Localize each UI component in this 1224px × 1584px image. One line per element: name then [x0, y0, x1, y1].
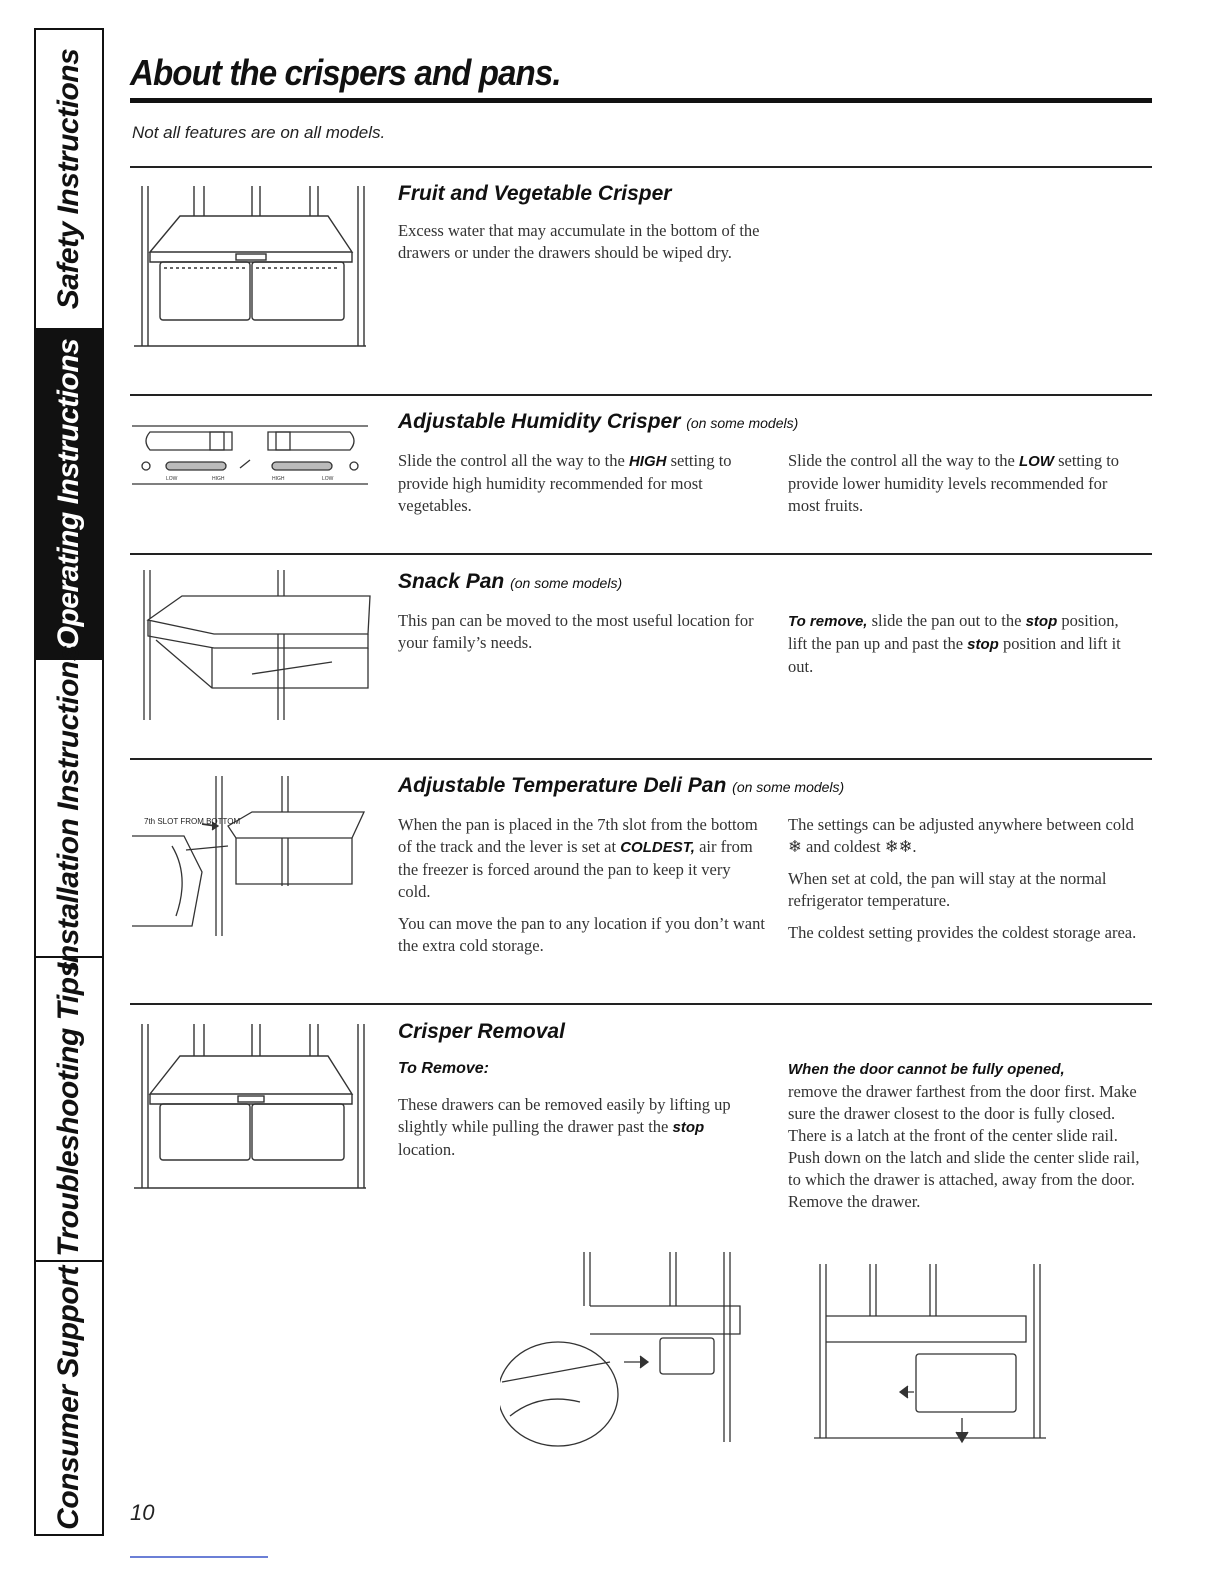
section-body-right: Slide the control all the way to the LOW setting to provide lower humidity levels recommended for most fruits.	[788, 451, 1120, 515]
tab-operating-instructions[interactable]	[36, 330, 102, 660]
tab-label: Safety Instructions	[52, 48, 85, 310]
tab-label: Consumer Support	[52, 1266, 85, 1530]
footer-link-underline	[130, 1556, 268, 1558]
section-divider	[130, 758, 1152, 760]
snack-pan-illustration	[132, 570, 372, 722]
keyword: COLDEST,	[620, 839, 695, 856]
crisper-drawers-illustration	[132, 186, 368, 352]
section-divider	[130, 553, 1152, 555]
title-rule	[130, 98, 1152, 103]
keyword: LOW	[1018, 453, 1054, 470]
tab-installation-instructions[interactable]	[36, 645, 102, 971]
availability-note: (on some models)	[510, 575, 623, 591]
snowflake-icon: ❄	[788, 837, 802, 856]
section-heading: Snack Pan (on some models)	[398, 570, 623, 593]
snowflake-icon: ❄	[884, 837, 899, 856]
section-body-right: When the door cannot be fully opened, remove the drawer farthest from the door first. Make sure the drawer closest to the door is fully closed. There is a latch at the front of the center slide rail. Push down on the latch and slide the center slide rail, to which the drawer is attached, away from the door. Remove the drawer.	[788, 1061, 1140, 1211]
availability-note: (on some models)	[686, 415, 799, 431]
section-divider	[130, 166, 1152, 168]
availability-note: (on some models)	[732, 779, 845, 795]
section-body-right: The settings can be adjusted anywhere between cold ❄ and coldest ❄❄. When set at cold, the pan will stay at the normal refrigerator temperature. The coldest setting provides the coldest storage area.	[788, 815, 1137, 942]
section-heading: Fruit and Vegetable Crisper	[398, 182, 672, 205]
tab-label: Troubleshooting Tips	[52, 961, 85, 1257]
humidity-control-illustration	[132, 420, 368, 490]
section-divider	[130, 394, 1152, 396]
snowflake-icon: ❄	[898, 837, 913, 856]
section-body-left: When the pan is placed in the 7th slot from the bottom of the track and the lever is set at COLDEST, air from the freezer is forced around the pan to keep it very cold. You can move the pan to any location if you don’t want the extra cold storage.	[398, 815, 765, 955]
control-label: LOW	[322, 476, 334, 482]
drawer-removal-illustration	[790, 1252, 1090, 1448]
section-body-left: Slide the control all the way to the HIGH setting to provide high humidity recommended for most vegetables.	[398, 451, 732, 515]
keyword: When the door cannot be fully opened,	[788, 1061, 1065, 1078]
control-label: HIGH	[272, 476, 285, 482]
tab-label: Installation Instructions	[52, 645, 85, 971]
control-label: HIGH	[212, 476, 225, 482]
keyword: To remove,	[788, 613, 868, 630]
tab-troubleshooting-tips[interactable]	[36, 958, 102, 1262]
subheading: To Remove:	[398, 1060, 489, 1077]
section-body-right: To remove, slide the pan out to the stop position, lift the pan up and past the stop position and lift it out.	[788, 611, 1121, 676]
tab-label: Operating Instructions	[52, 338, 85, 650]
deli-pan-illustration	[132, 776, 372, 936]
page-title: About the crispers and pans.	[130, 52, 561, 93]
section-heading: Crisper Removal	[398, 1020, 565, 1043]
page-number: 10	[130, 1500, 155, 1525]
keyword: stop	[1025, 613, 1058, 630]
illustration-label: 7th SLOT FROM BOTTOM	[144, 817, 241, 826]
keyword: stop	[672, 1119, 705, 1136]
section-body: Excess water that may accumulate in the bottom of the drawers or under the drawers should be wiped dry.	[398, 221, 760, 262]
keyword: HIGH	[628, 453, 667, 470]
tab-consumer-support[interactable]	[36, 1262, 102, 1534]
page-subtitle: Not all features are on all models.	[132, 123, 386, 142]
section-body-left: These drawers can be removed easily by lifting up slightly while pulling the drawer past the stop location.	[398, 1095, 731, 1159]
keyword: stop	[967, 636, 999, 653]
section-heading: Adjustable Humidity Crisper (on some models)	[398, 410, 799, 433]
latch-release-illustration	[500, 1252, 764, 1448]
section-body-left: This pan can be moved to the most useful location for your family’s needs.	[398, 611, 754, 652]
section-divider	[130, 1003, 1152, 1005]
section-heading: Adjustable Temperature Deli Pan (on some models)	[398, 774, 845, 797]
section-tabs-sidebar	[34, 28, 104, 1536]
tab-safety-instructions[interactable]	[36, 30, 102, 330]
crisper-drawers-illustration	[132, 1024, 372, 1194]
control-label: LOW	[166, 476, 178, 482]
